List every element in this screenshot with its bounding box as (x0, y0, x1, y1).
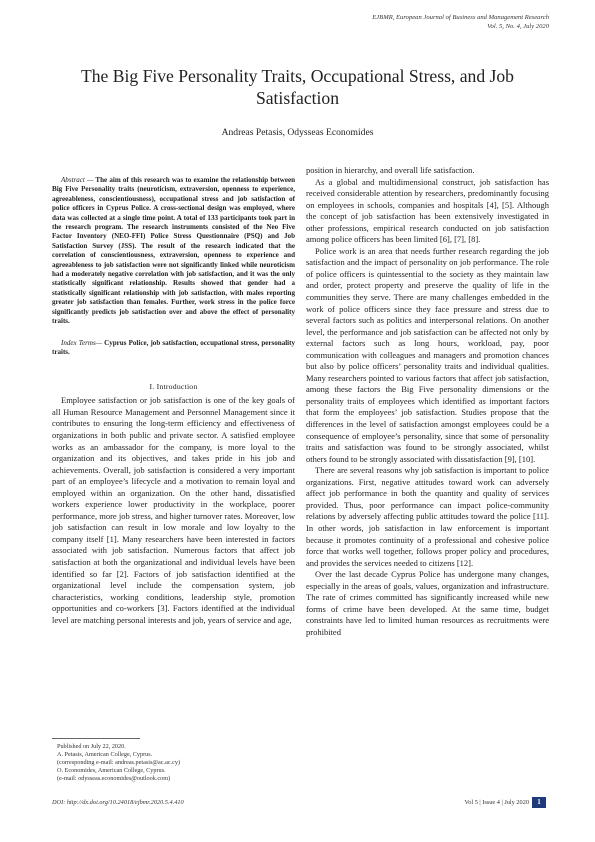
abstract (52, 176, 295, 327)
right-column (306, 165, 549, 638)
paper-authors: Andreas Petasis, Odysseas Economides (221, 127, 374, 138)
index-terms (52, 339, 295, 358)
footnote-line: A. Petasis, American College, Cyprus. (57, 751, 153, 759)
paper-title: The Big Five Personality Traits, Occupational Stress, and Job Satisfaction (81, 66, 514, 108)
page-number-badge: 1 (532, 797, 546, 808)
index-terms-text: Cyprus Police, job satisfaction, occupational stress, personality traits. (52, 338, 296, 356)
footer-volume: Vol 5 | Issue 4 | July 2020 (464, 799, 529, 806)
footnote-divider (52, 738, 140, 739)
left-column (52, 163, 295, 626)
footnotes (57, 743, 180, 783)
footnote-line: O. Economides, American College, Cyprus. (57, 767, 166, 775)
body-paragraph: position in hierarchy, and overall life satisfaction. (306, 165, 475, 175)
body-paragraph: There are several reasons why job satisfaction is important to police organizations. First, negative attitudes toward work can adversely affect job performance in both the quantity and quality of services provided. Thus, poor performance can impact police-community relations by adversely affecting public attitudes toward the police [11]. In other words, job satisfaction in law enforcement is important because it promotes continuity of a professional and cohesive police force that works well together, follows proper policy and procedures, and provides the services needed to citizens [12]. (306, 465, 549, 568)
index-terms-label: Index Terms— (61, 338, 103, 347)
abstract-label: Abstract — (61, 176, 94, 184)
body-paragraph: Over the last decade Cyprus Police has undergone many changes, especially in the areas of goals, values, organization and infrastructure. The rate of crimes committed has significantly increased while new forms of crime have been developed. At the same time, budget constraints have led to limited human resources as recruitments were prohibited (306, 569, 549, 637)
body-paragraph: Police work is an area that needs further research regarding the job satisfaction and the impact of personality on job performance. The role of police officers is quintessential to the society as they maintain law and order, protect property and preserve the quality of life in the communities they serve. There are many challenges embedded in the work of police officers since they face pressure and stress due to several factors such as politics and interpersonal relations. On another level, the performance and job satisfaction can be affected not only by external factors such as long hours, workload, pay, poor communication with colleagues and managers and promotion chances but also by police officers’ personality traits and individual qualities. Many researchers pointed to various factors that affect job satisfaction, among these factors the Big Five personality dimensions or the personality traits of employees which identified as important factors that form the employees’ job satisfaction. Studies propose that the differences in the level of satisfaction amongst employees could be a consequence of employee’s personality, since that some of personality traits and satisfaction was found to be strongly associated, whilst others found to be strongly associated with dissatisfaction [9], [10]. (306, 245, 549, 464)
footnote-line: (e-mail: odysseas.economides@outlook.com) (57, 775, 171, 783)
journal-header (372, 14, 549, 31)
section-heading: I. Introduction (149, 382, 198, 392)
journal-issue: Vol. 5, No. 4, July 2020 (487, 22, 549, 30)
body-paragraph: Employee satisfaction or job satisfaction is one of the key goals of all Human Resource Management and Personnel Management since it contributes to ensuring the long-term efficiency and effectiveness of organizations in both public and private sector. A satisfied employee works as an ambassador for the company, is more loyal to the organization and its objectives, and takes pride in his job and achievements. Overall, job satisfaction is considered a very important part of an employee’s lifecycle and a motivation to remain loyal and employed within an organization. On the other hand, dissatisfied workers experience lower productivity in the workplace, poorer performance, more job stress, and higher turnover rates. Moreover, low job satisfaction can result in low morale and low loyalty to the company itself [1]. Many researchers have been interested in factors associated with job satisfaction. Numerous factors that affect job satisfaction at both the organizational and individual levels have been identified so far [2]. Factors of job satisfaction identified at the organizational level include the compensation system, job characteristics, working conditions, leadership style, promotion opportunities and co-workers [3]. Factors identified at the individual level are matching personal interests and job, years of service and age, (52, 395, 295, 625)
body-paragraph: As a global and multidimensional construct, job satisfaction has received considerable attention by researchers, predominantly focusing on employees in schools, companies and hospitals [4], [5]. Although the concept of job satisfaction has been extensively investigated in other professions, empirical research conducted on job satisfaction among police officers has been limited [6], [7], [8]. (306, 176, 549, 245)
footer-doi[interactable]: DOI: http://dx.doi.org/10.24018/ejbmr.2020.5.4.410 (52, 799, 184, 806)
journal-name: EJBMR, European Journal of Business and Management Research (372, 14, 549, 21)
footnote-line: Published on July 22, 2020. (57, 743, 126, 750)
abstract-text: The aim of this research was to examine the relationship between Big Five Personality traits (neuroticism, extraversion, openness to experience, agreeableness, conscientiousness), occupational stress and job satisfaction of police officers in Cyprus Police. A cross-sectional design was employed, where data was collected at a single time point. A total of 133 participants took part in the research program. The research instruments consisted of the Neo Five Factor Inventory (NEO-FFI) Police Stress Questionnaire (PSQ) and Job Satisfaction Survey (JSS). The result of the research indicated that the correlation of conscientiousness, extraversion, openness to experience and agreeableness to job satisfaction were not significantly linked while neuroticism had a moderately negative correlation with job satisfaction, and it was the only statistically significant relationship. Results showed that gender had a statistically significant relationship with job satisfaction, with males reporting greater job satisfaction than females. Further, work stress in the police force significantly predicts job satisfaction over and above the effect of personality traits. (52, 176, 295, 326)
footnote-line: (corresponding e-mail: andreas.petasis@ac.ac.cy) (57, 759, 181, 767)
